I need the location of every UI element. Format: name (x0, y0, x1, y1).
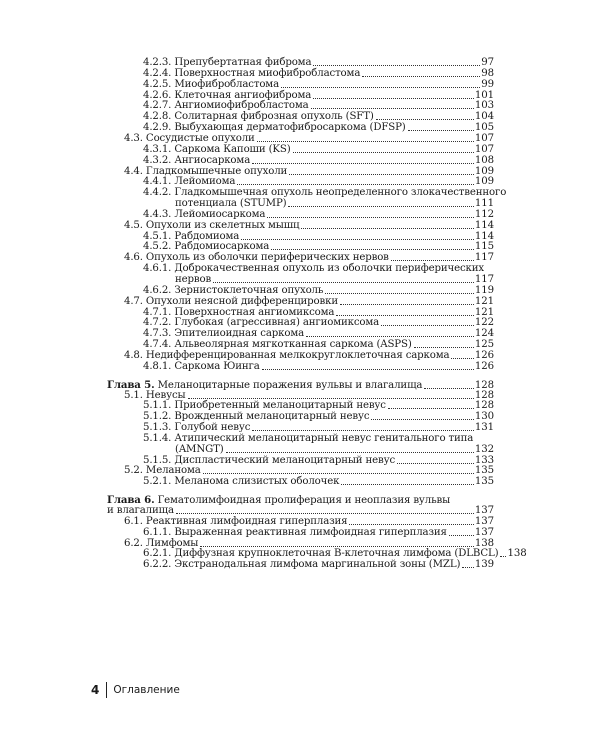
toc-page-number: 101 (474, 89, 494, 101)
toc-entry-text: 4.4. Гладкомышечные опухоли (124, 165, 288, 177)
toc-entry-text: 4.2.7. Ангиомиофибробластома (143, 100, 309, 112)
toc-entry-text: 4.7.1. Поверхностная ангиомиксома (143, 306, 335, 318)
toc-page-number: 128 (474, 389, 494, 401)
toc-entry-text: 4.4.3. Лейомиосаркома (143, 208, 266, 220)
dot-leader (267, 213, 473, 218)
toc-entry-text: 4.7.2. Глубокая (агрессивная) ангиомиксома (143, 317, 380, 329)
dot-leader (462, 563, 474, 568)
toc-entry-text: 4.3.2. Ангиосаркома (143, 154, 251, 166)
dot-leader (237, 180, 474, 185)
toc-page-number: 126 (474, 349, 494, 361)
toc-page-number: 138 (507, 548, 527, 560)
dot-leader (257, 137, 474, 142)
dot-leader (301, 224, 473, 229)
toc-page-number: 130 (474, 411, 494, 423)
toc-page-number: 132 (474, 443, 494, 455)
toc-page-number: 121 (474, 306, 494, 318)
toc-entry-text: 4.8.1. Саркома Юинга (143, 360, 260, 372)
chapter-prefix: Глава 5. (107, 378, 155, 391)
toc-entry-text: 4.8. Недифференцированная мелкокруглоклеточная саркома (124, 349, 450, 361)
dot-leader (313, 61, 480, 66)
toc-entry-text: 6.1. Реактивная лимфоидная гиперплазия (124, 515, 348, 527)
toc-page-number: 131 (474, 422, 494, 434)
toc-entry-text: 5.2. Меланома (124, 465, 201, 477)
toc-page-number: 125 (474, 339, 494, 351)
dot-leader (391, 256, 474, 261)
toc-entry-text: 5.1. Невусы (124, 389, 186, 401)
toc-entry-text-first: Гематолимфоидная пролиферация и неоплазия вульвы (154, 495, 451, 507)
toc-page-number: 126 (474, 360, 494, 372)
toc-entry-text: 4.2.4. Поверхностная миофибробластома (143, 67, 361, 79)
dot-leader (226, 448, 474, 453)
toc-entry[interactable] (143, 558, 494, 572)
toc-page-number: 137 (474, 526, 494, 538)
toc-entry-text: 4.7.4. Альвеолярная мягкотканная саркома (ASPS) (143, 339, 412, 351)
toc-page-number: 115 (474, 241, 494, 253)
dot-leader (376, 115, 474, 120)
toc-page-number: 111 (474, 198, 494, 210)
toc-page-number: 104 (474, 111, 494, 123)
dot-leader (241, 235, 474, 240)
toc-entry-text: 5.2.1. Меланома слизистых оболочек (143, 476, 340, 488)
toc-page-number: 117 (474, 274, 494, 285)
page-number: 4 (91, 683, 100, 697)
toc-page-number: 107 (474, 143, 494, 155)
dot-leader (388, 404, 474, 409)
toc-entry-text: 6.2.2. Экстранодальная лимфома маргинальной зоны (MZL) (143, 559, 461, 571)
dot-leader (325, 289, 474, 294)
dot-leader (362, 72, 480, 77)
toc-page-number: 98 (481, 67, 494, 79)
toc-page-number: 109 (474, 176, 494, 188)
toc-page-number: 117 (474, 252, 494, 264)
toc-entry-text: 4.5.2. Рабдомиосаркома (143, 241, 270, 253)
dot-leader (381, 321, 474, 326)
toc-entry-text: 5.1.2. Врожденный меланоцитарный невус (143, 411, 370, 423)
dot-leader (414, 343, 474, 348)
toc-page-number: 107 (474, 132, 494, 144)
toc-page-number: 114 (474, 219, 494, 231)
toc-page-number: 122 (474, 317, 494, 329)
dot-leader (397, 459, 474, 464)
toc-page-number: 105 (474, 122, 494, 134)
footer-section-label: Оглавление (113, 684, 180, 696)
toc-entry-text: потенциала (STUMP) (175, 198, 287, 210)
dot-leader (349, 520, 473, 525)
toc-page-number: 133 (474, 454, 494, 466)
toc-page-number: 108 (474, 154, 494, 166)
toc-entry-text: 4.7.3. Эпителиоидная саркома (143, 328, 305, 340)
toc-page-number: 138 (474, 537, 494, 549)
toc-entry-text: 4.6.2. Зернистоклеточная опухоль (143, 284, 324, 296)
toc-entry-text: 6.2.1. Диффузная крупноклеточная В-клеточная лимфома (DLBCL) (143, 548, 499, 560)
toc-page-number: 135 (474, 476, 494, 488)
toc-entry-text: 4.2.9. Выбухающая дерматофибросаркома (DFSP) (143, 122, 406, 134)
toc-entry-text: 4.2.3. Препубертатная фиброма (143, 57, 312, 68)
page-footer (91, 682, 180, 698)
dot-leader (176, 509, 474, 514)
dot-leader (289, 170, 474, 175)
dot-leader (271, 245, 474, 250)
toc-page-number: 137 (474, 515, 494, 527)
toc-entry-title (143, 360, 260, 374)
dot-leader (341, 480, 473, 485)
toc-page-number: 124 (474, 328, 494, 340)
dot-leader (451, 354, 473, 359)
toc-entry-text: 4.6. Опухоль из оболочки периферических нервов (124, 252, 389, 264)
toc-entry-text: 5.1.1. Приобретенный меланоцитарный невус (143, 400, 386, 412)
toc-entry-text: 5.1.3. Голубой невус (143, 422, 251, 434)
dot-leader (336, 311, 474, 316)
dot-leader (200, 542, 474, 547)
toc-page-number: 103 (474, 100, 494, 112)
toc-page-number: 135 (474, 465, 494, 477)
toc-entry-text: 4.4.1. Лейомиома (143, 176, 236, 188)
toc-page-number: 137 (474, 505, 494, 516)
toc-page-number: 109 (474, 165, 494, 177)
toc-entry-text: 4.3.1. Саркома Капоши (KS) (143, 143, 291, 155)
dot-leader (213, 278, 474, 283)
toc-page-number: 114 (474, 230, 494, 242)
dot-leader (252, 159, 474, 164)
toc-entry-text: 4.5.1. Рабдомиома (143, 230, 240, 242)
dot-leader (203, 469, 474, 474)
dot-leader (188, 394, 474, 399)
dot-leader (340, 300, 474, 305)
toc-page-number: 128 (474, 400, 494, 412)
toc-entry-title (143, 558, 460, 572)
dot-leader (500, 552, 506, 557)
toc-entry-text-first: 4.4.2. Гладкомышечная опухоль неопределенного злокачественного (143, 187, 507, 199)
toc-page-number: 112 (474, 208, 494, 220)
toc-entry[interactable] (143, 475, 494, 489)
toc-entry-text: 4.2.5. Миофибробластома (143, 78, 280, 90)
toc-page-number: 97 (481, 57, 494, 68)
dot-leader (293, 148, 474, 153)
toc-entry-text: 4.2.6. Клеточная ангиофиброма (143, 89, 312, 101)
dot-leader (288, 202, 473, 207)
dot-leader (311, 104, 474, 109)
toc-entry-text: 4.3. Сосудистые опухоли (124, 132, 255, 144)
dot-leader (281, 83, 480, 88)
toc-entry[interactable] (143, 360, 494, 374)
toc-entry-text-first: 5.1.4. Атипический меланоцитарный невус генитального типа (143, 432, 474, 444)
toc-entry-text: 6.1.1. Выраженная реактивная лимфоидная гиперплазия (143, 526, 447, 538)
toc-page-number: 119 (474, 284, 494, 296)
toc-entry-text: и влагалища (107, 505, 174, 516)
dot-leader (371, 415, 473, 420)
dot-leader (252, 426, 474, 431)
footer-divider (106, 682, 107, 698)
toc-page-number: 128 (474, 379, 494, 391)
toc-page-number: 121 (474, 295, 494, 307)
toc-entry-text: 4.7. Опухоли неясной дифференцировки (124, 295, 338, 307)
dot-leader (313, 94, 474, 99)
dot-leader (449, 531, 474, 536)
dot-leader (262, 365, 474, 370)
toc-entry-text: 4.5. Опухоли из скелетных мышц (124, 219, 300, 231)
dot-leader (408, 126, 474, 131)
dot-leader (306, 332, 474, 337)
toc-page-number: 99 (481, 78, 494, 90)
toc-entry-text: Меланоцитарные поражения вульвы и влагалища (154, 379, 423, 391)
toc-entry-text: нервов (175, 274, 212, 285)
chapter-prefix: Глава 6. (107, 494, 155, 507)
toc-entry-text-first: 4.6.1. Доброкачественная опухоль из оболочки периферических (143, 263, 484, 275)
toc-entry-text: (AMNGT) (175, 443, 224, 455)
toc-entry-title (143, 475, 339, 489)
toc-entry-text: 4.2.8. Солитарная фиброзная опухоль (SFT) (143, 111, 374, 123)
toc-entry-text: 5.1.5. Диспластический меланоцитарный невус (143, 454, 396, 466)
toc-page-number: 139 (474, 559, 494, 571)
toc-entry-text: 6.2. Лимфомы (124, 537, 199, 549)
